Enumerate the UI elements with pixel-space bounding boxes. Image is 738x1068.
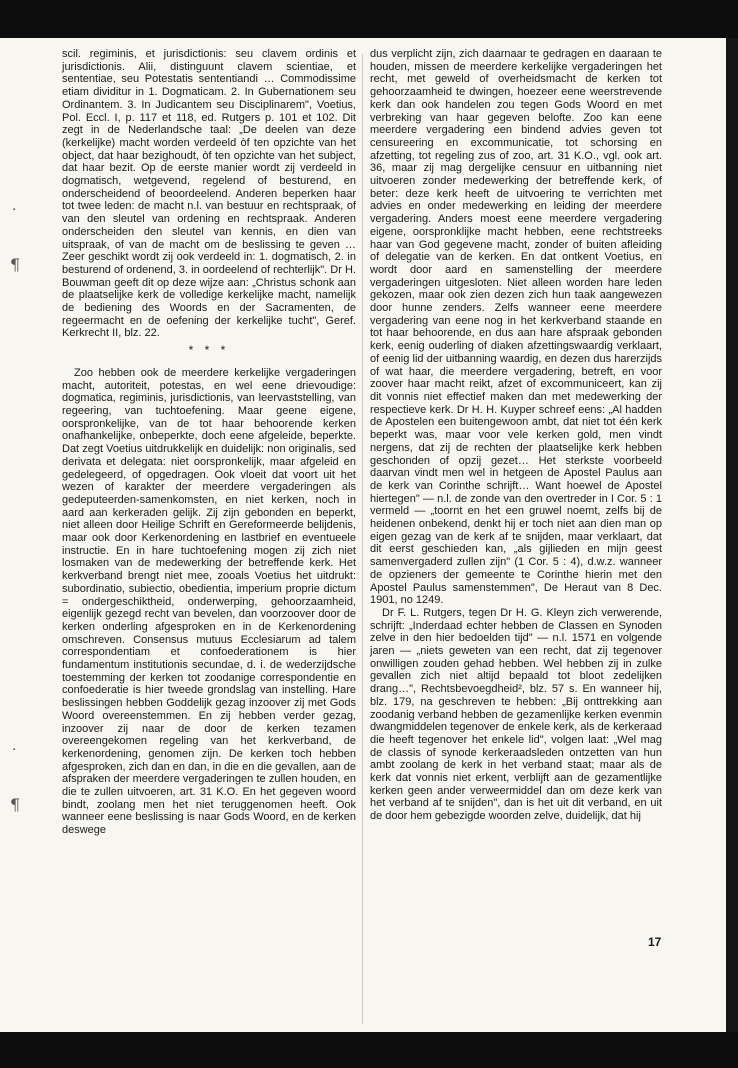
- scan-right-border: [726, 38, 738, 1032]
- page-number: 17: [648, 935, 662, 949]
- section-separator: * * *: [188, 343, 230, 358]
- margin-mark: ¶: [10, 795, 21, 814]
- right-column: [370, 48, 662, 823]
- scan-top-border: [0, 0, 738, 38]
- left-column: [62, 48, 356, 837]
- paragraph: Dr F. L. Rutgers, tegen Dr H. G. Kleyn zich verwerende, schrijft: „Inderdaad echter hebben de Classen en Synoden zelve in den hier bedoelden tijd" — n.l. 1571 en volgende jaren — „niets geweten van een recht, dat zij tegenover onwilligen zouden gehad hebben. Wel hebben zij in zulke gevallen zich niet altijd bepaald tot bloot zedelijken drang…", Rechtsbevoegdheid², blz. 57 s. En wanneer hij, blz. 179, na geschreven te hebben: „Bij onttrekking aan zoodanig verband hebben de gezamenlijke kerken evenmin dwangmiddelen tegenover de enkele kerk, als de kerkeraad die heeft tegenover het enkele lid", volgen laat: „Wel mag de classis of synode kerkeraadsleden ontzetten van hun ambt zoolang de kerk in het verband staat; maar als de kerk dat vonnis niet erkent, verblijft aan de gezamentlijke kerken geen ander verweermiddel dan om deze kerk van het verband af te snijden", dan is het uit dit verband, en uit de door hem gebezigde woorden zelve, duidelijk, dat hij: [370, 606, 662, 823]
- paragraph: scil. regiminis, et jurisdictionis: seu clavem ordinis et jurisdictionis. Alii, distinguunt clavem scientiae, et sententiae, seu Potestatis sententiandi … Commodissime etiam dividitur in 1. Dogmaticam. 2. In Gubernationem seu Ordinantem. 3. In Judicantem seu Disciplinarem", Voetius, Pol. Eccl. I, p. 117 et 118, ed. Rutgers p. 101 et 102. Dit zegt in de Nederlandsche taal: „De deelen van deze (kerkelijke) macht worden verdeeld òf ten opzichte van het object, dat haar bezighoudt, òf ten opzichte van het subject, dat haar bezit. Op de eerste manier wordt zij verdeeld in dogmatisch, wetgevend, regelend of besturend, en onderscheidend of beoordeelend. Anderen beperken haar tot twee leden: de macht n.l. van bestuur en rechtspraak, of van den sleutel van ordening en rechtspraak. Anderen onderscheiden den sleutel van kennis, en dien van uitspraak, of van de macht om de beslissing te geven … Zeer geschikt wordt zij ook verdeeld in: 1. dogmatisch, 2. in besturend of ordenend, 3. in oordeelend of rechterlijk". Dr H. Bouwman geeft dit op deze wijze aan: „Christus schonk aan de plaatselijke kerk de volledige kerkelijke macht, namelijk de bediening des Woords en der Sacramenten, de regeermacht en de oefening der kerkelijke tucht", Geref. Kerkrecht II, blz. 22.: [62, 48, 356, 340]
- margin-mark: ¶: [10, 255, 21, 274]
- margin-mark: ·: [12, 202, 17, 218]
- paragraph: dus verplicht zijn, zich daarnaar te gedragen en daaraan te houden, missen de meerdere kerkelijke vergaderingen het recht, met geweld of overheidsmacht de kerken tot gehoorzaamheid te dwingen, hoezeer eene weerstrevende kerk dan ook handelen zou tegen Gods Woord en met verbreking van haar gegeven belofte. Zoo kan eene meerdere vergadering een bindend advies geven tot censureering en excommunicatie, tot schorsing en afzetting, tot regeling zus of zoo, art. 31 K.O., vgl. ook art. 36, maar zij mag dergelijke censuur en uitbanning niet uitvoeren zonder medewerking der betreffende kerk, of beter: deze kerk heeft de uitvoering te verrichten met advies en onder medewerking en leiding der meerdere vergadering. Anders moest eene meerdere vergadering eigene, oorspronklijke macht hebben, eene rechtstreeks haar van God gegevene macht, zonder of buiten afleiding of delegatie van de kerken. En dat ontkent Voetius, en wordt door aard en samenstelling der meerdere vergaderingen uitgesloten. Niet alleen worden hare leden gekozen, maar ook zien dezen zich hun taak aangewezen door hunne zenders. Zelfs wanneer eene meerdere vergadering van eene nog in het kerkverband staande en tot haar behoorende, en dus aan hare afspraak gebonden kerk, eenig ouderling of diaken afzettingswaardig verklaart, of eenig lid der uitbanning waardig, en dezen dus harerzijds of wat haar, die meerdere vergadering, betreft, en voor zoover haar macht reikt, afzet of excommuniceert, kan zij dit vonnis niet effectief maken dan met medewerking der respectieve kerk. Dr H. H. Kuyper schreef eens: „Al hadden de Apostelen een buitengewoon ambt, dat niet tot één kerk beperkt was, maar voor vele kerken gold, men vindt nergens, dat zij de rechten der plaatselijke kerk hebben geschonden of opzij gezet… Het sterkste voorbeeld daarvan vindt men wel in hetgeen de Apostel Paulus aan de kerk van Corinthe schrijft… Want hoewel de Apostel hiertegen" — n.l. de zonde van den overtreder in I Cor. 5 : 1 vermeld — „toornt en het een gruwel noemt, zelfs bij de heidenen onbekend, denkt hij er toch niet aan dien man op eigen gezag van de kerk af te snijden, maar verklaart, dat dit eerst geschieden kan, „als gijlieden en mijn geest samenvergaderd zullen zijn" (1 Cor. 5 : 4), d.w.z. wanneer de opzieners der gemeente te Corinthe hierin met den Apostel Paulus samenstemmen", De Heraut van 8 Dec. 1901, no 1249.: [370, 48, 662, 607]
- scan-bottom-border: [0, 1032, 738, 1068]
- margin-mark: ·: [12, 742, 17, 758]
- paragraph: Zoo hebben ook de meerdere kerkelijke vergaderingen macht, autoriteit, potestas, en wel eene drievoudige: dogmatica, regiminis, jurisdictionis, van leervaststelling, van regeering, van tuchtoefening. Maar geene eigene, oorspronkelijke, van de tot haar behoorende kerken onafhankelijke, onbeperkte, doch eene afgeleide, beperkte. Dat zegt Voetius uitdrukkelijk en duidelijk: non originalis, sed derivata et delegata: niet oorspronkelijk, maar afgeleid en gedelegeerd, of opgedragen. Ook vloeit dat voort uit het wezen of karakter der meerdere vergaderingen als gedeputeerden-samenkomsten, en niet kerken, noch in aard aan kerkeraden gelijk. Zij zijn gebonden en beperkt, niet alleen door Heilige Schrift en Gereformeerde belijdenis, maar ook door Kerkenordening en lastbrief en eventueele instructie. En in hare tuchtoefening mogen zij zich niet losmaken van de medewerking der betreffende kerk. Het kerkverband brengt niet mee, zooals Voetius het uitdrukt: subordinatio, subiectio, obedientia, imperium proprie dictum = ondergeschiktheid, onderwerping, gehoorzaamheid, eigenlijk gezegd recht van bevelen, dan voorzoover door de kerken onderling afgesproken en in de Kerkenordening omschreven. Consensus mutuus Ecclesiarum ad talem correspondentiam et confoederationem is hier fundamentum institutionis secundae, d. i. de wederzijdsche toestemming der kerken tot zoodanige correspondentie en confoederatie is hier tweede grondslag van instelling. Hare beslissingen hebben Goddelijk gezag inzoover zij met Gods Woord overeenstemmen. En zij hebben verder gezag, inzoover zij naar de door de kerken tezamen overeengekomen regeling van het kerkverband, de kerkenordening, genomen zijn. De kerken toch hebben afgesproken, zich dan en dan, in die en die gevallen, aan de afspraken der meerdere vergaderingen te zullen houden, en die te zullen uitvoeren, art. 31 K.O. En het gegeven woord bindt, zoolang men het niet teruggenomen heeft. Ook wanneer eene beslissing is naar Gods Woord, en de kerken deswege: [62, 366, 356, 837]
- column-divider: [362, 54, 363, 1024]
